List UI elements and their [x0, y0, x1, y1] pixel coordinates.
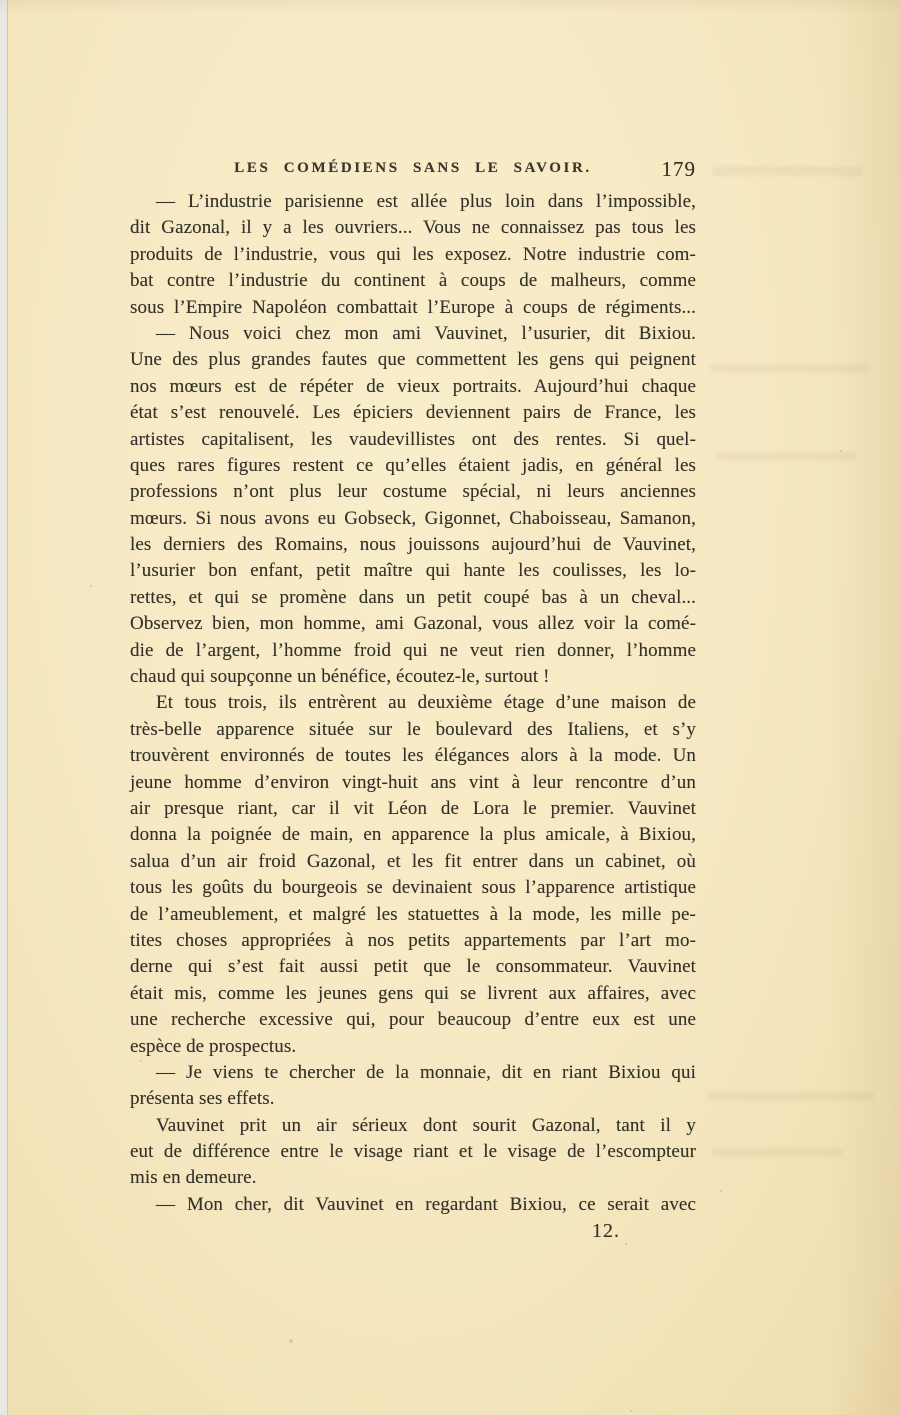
paragraph	[130, 1060, 696, 1113]
paragraph	[130, 1113, 696, 1192]
page-curvature-shading	[830, 0, 900, 1415]
body-text	[130, 189, 696, 1245]
text-line: tous les goûts du bourgeois se devinaient sous l’apparence artistique	[130, 877, 696, 899]
text-line: Une des plus grandes fautes que commettent les gens qui peignent	[130, 349, 696, 371]
text-line: rettes, et qui se promène dans un petit coupé bas à un cheval...	[130, 586, 696, 608]
text-line: très-belle apparence située sur le boulevard des Italiens, et s’y	[130, 718, 696, 740]
text-line: air presque riant, car il vit Léon de Lora le premier. Vauvinet	[130, 797, 696, 819]
scan-left-edge	[0, 0, 8, 1415]
text-line: espèce de prospectus.	[130, 1035, 297, 1057]
showthrough-ghost	[706, 1092, 874, 1101]
text-line: les derniers des Romains, nous jouissons aujourd’hui de Vauvinet,	[130, 534, 696, 556]
signature-mark: 12.	[592, 1220, 620, 1243]
text-line: Vauvinet prit un air sérieux dont sourit Gazonal, tant il y	[156, 1114, 696, 1136]
text-line: jeune homme d’environ vingt-huit ans vint à leur rencontre d’un	[130, 771, 696, 793]
page-title: LES COMÉDIENS SANS LE SAVOIR.	[234, 160, 592, 176]
text-line: dit Gazonal, il y a les ouvriers... Vous ne connaissez pas tous les	[130, 217, 696, 239]
text-line: — Je viens te chercher de la monnaie, dit en riant Bixiou qui	[156, 1061, 696, 1083]
text-line: chaud qui soupçonne un bénéfice, écoutez-le, surtout !	[130, 666, 550, 688]
text-line: — Nous voici chez mon ami Vauvinet, l’usurier, dit Bixiou.	[156, 322, 696, 344]
text-line: Observez bien, mon homme, ami Gazonal, vous allez voir la comé-	[130, 613, 696, 635]
text-line: de l’ameublement, et malgré les statuettes à la mode, les mille pe-	[130, 903, 696, 925]
text-line: derne qui s’est fait aussi petit que le consommateur. Vauvinet	[130, 956, 696, 978]
text-line: produits de l’industrie, vous qui les exposez. Notre industrie com-	[130, 243, 696, 265]
text-line: tites choses appropriées à nos petits appartements par l’art mo-	[130, 929, 696, 951]
text-line: une recherche excessive qui, pour beaucoup d’entre eux est une	[130, 1009, 696, 1031]
text-line: trouvèrent environnés de toutes les élégances alors à la mode. Un	[130, 745, 696, 767]
text-line: mis en demeure.	[130, 1167, 257, 1189]
paragraph	[130, 189, 696, 321]
text-line: artistes capitalisent, les vaudevillistes ont des rentes. Si quel-	[130, 428, 696, 450]
text-line: ques rares figures restent ce qu’elles étaient jadis, en général les	[130, 454, 696, 476]
paragraph	[130, 1192, 696, 1218]
showthrough-ghost	[716, 452, 856, 461]
showthrough-ghost	[710, 364, 870, 373]
text-line: était mis, comme les jeunes gens qui se livrent aux affaires, avec	[130, 982, 696, 1004]
text-line: sous l’Empire Napoléon combattait l’Europe à coups de régiments...	[130, 296, 696, 318]
paragraph	[130, 690, 696, 1059]
text-line: die de l’argent, l’homme froid qui ne veut rien donner, l’homme	[130, 639, 696, 661]
paragraph	[130, 321, 696, 690]
text-line: nos mœurs est de répéter de vieux portraits. Aujourd’hui chaque	[130, 375, 696, 397]
text-line: état s’est renouvelé. Les épiciers deviennent pairs de France, les	[130, 402, 696, 424]
text-line: eut de différence entre le visage riant et le visage de l’escompteur	[130, 1141, 696, 1163]
text-line: — Mon cher, dit Vauvinet en regardant Bixiou, ce serait avec	[156, 1193, 696, 1215]
text-line: — L’industrie parisienne est allée plus loin dans l’impossible,	[156, 191, 696, 212]
text-line: présenta ses effets.	[130, 1088, 275, 1110]
text-line: Et tous trois, ils entrèrent au deuxième étage d’une maison de	[156, 692, 696, 714]
text-line: mœurs. Si nous avons eu Gobseck, Gigonnet, Chaboisseau, Samanon,	[130, 507, 696, 529]
text-line: professions n’ont plus leur costume spécial, ni leurs anciennes	[130, 481, 696, 503]
text-line: donna la poignée de main, en apparence la plus amicale, à Bixiou,	[130, 824, 696, 846]
page-number: 179	[661, 157, 696, 181]
text-line: bat contre l’industrie du continent à coups de malheurs, comme	[130, 270, 696, 292]
showthrough-ghost	[712, 1148, 842, 1157]
showthrough-ghost	[712, 166, 862, 176]
text-line: l’usurier bon enfant, petit maître qui hante les coulisses, les lo-	[130, 560, 696, 582]
text-line: salua d’un air froid Gazonal, et les fit entrer dans un cabinet, où	[130, 850, 696, 872]
page-top-shading	[0, 0, 900, 14]
running-head	[130, 157, 696, 186]
